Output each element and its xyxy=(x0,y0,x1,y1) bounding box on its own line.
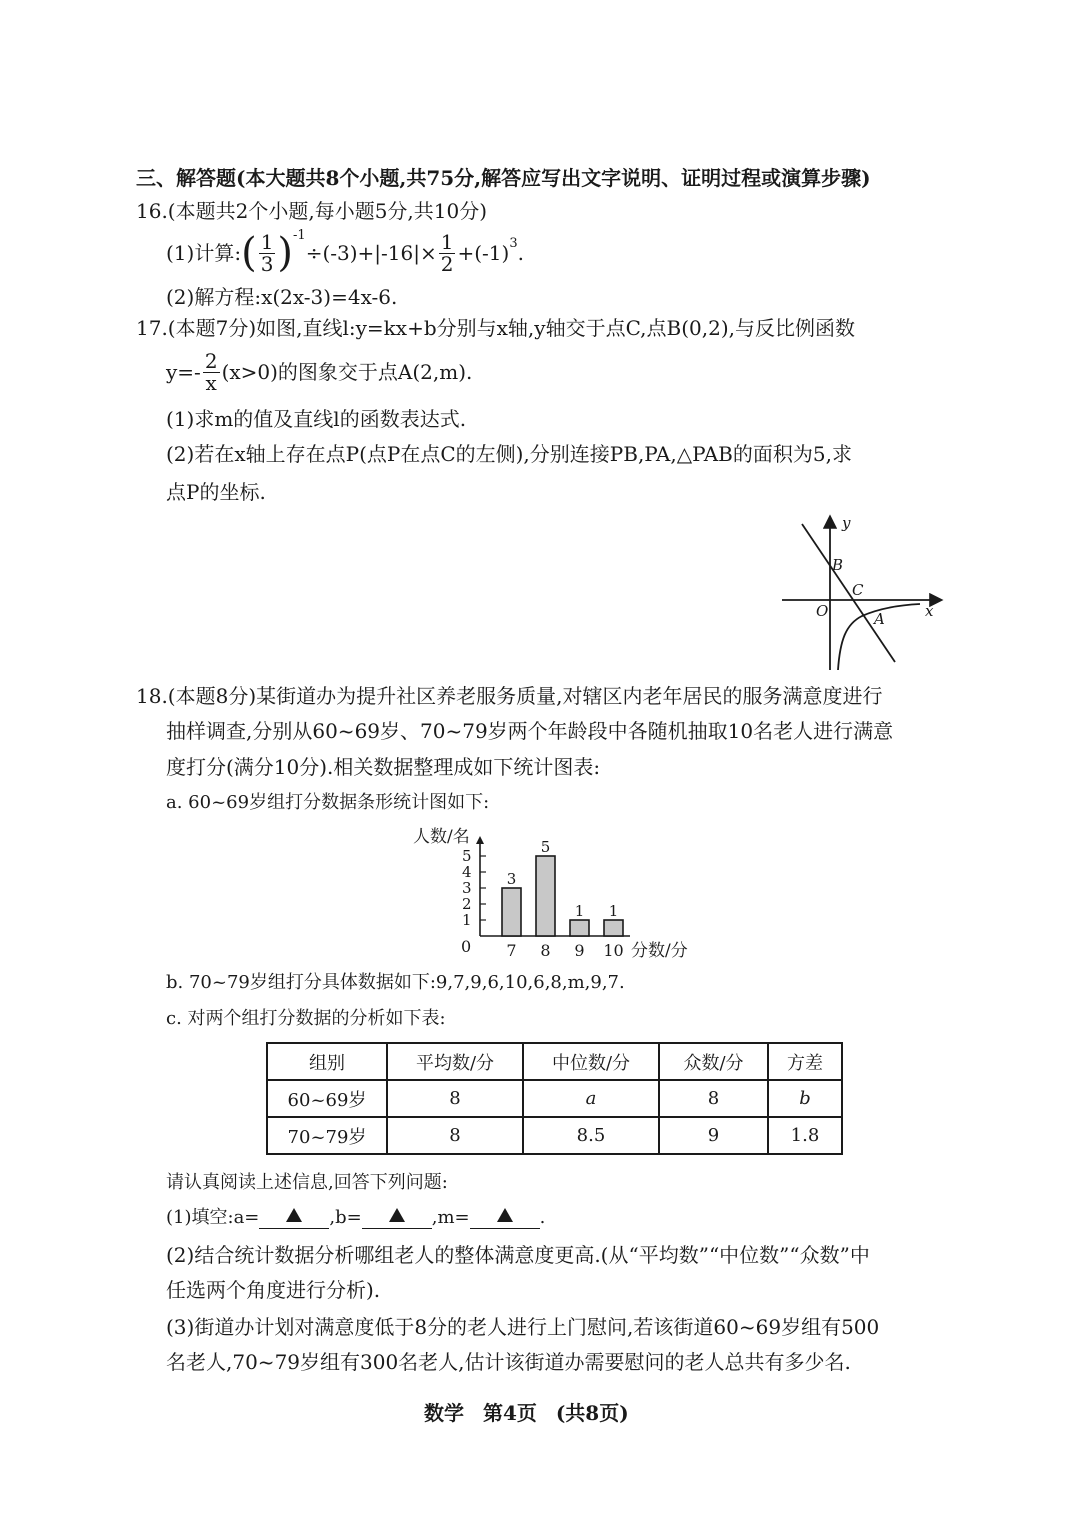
chart-y-tick-label: 3 xyxy=(462,879,472,897)
q17-part2-line2: 点P的坐标. xyxy=(166,480,266,504)
triangle-icon xyxy=(286,1208,302,1222)
left-paren: ( xyxy=(241,230,257,276)
chart-category-label: 8 xyxy=(540,941,551,960)
chart-origin-label: 0 xyxy=(461,937,472,956)
chart-y-tick-label: 4 xyxy=(462,863,472,881)
chart-data-label: 3 xyxy=(506,870,517,888)
q18-part1 xyxy=(166,1206,545,1229)
chart-bar xyxy=(536,856,555,936)
q18-part2-line2: 任选两个角度进行分析). xyxy=(166,1278,381,1302)
frac2-den: 2 xyxy=(440,251,454,276)
q17-line2 xyxy=(166,346,472,398)
q16-header: 16.(本题共2个小题,每小题5分,共10分) xyxy=(136,199,488,223)
chart-category-label: 9 xyxy=(574,941,585,960)
table-cell: 8 xyxy=(659,1080,768,1117)
q18-line1: 18.(本题8分)某街道办为提升社区养老服务质量,对辖区内老年居民的服务满意度进行 xyxy=(136,684,883,708)
q18-p1-a-label: a= xyxy=(233,1207,260,1228)
q18-a-label: a. 60~69岁组打分数据条形统计图如下: xyxy=(166,792,490,813)
blank-b xyxy=(362,1206,432,1229)
table-cell: 70~79岁 xyxy=(267,1117,387,1154)
chart-y-arrow xyxy=(476,836,484,844)
stats-table xyxy=(266,1042,843,1155)
blank-a xyxy=(259,1206,329,1229)
q18-read-prompt: 请认真阅读上述信息,回答下列问题: xyxy=(166,1172,448,1193)
graph-label-o: O xyxy=(816,602,829,620)
table-cell: 8 xyxy=(387,1117,523,1154)
graph-label-y: y xyxy=(842,514,851,532)
q16-part2: (2)解方程:x(2x-3)=4x-6. xyxy=(166,285,398,309)
frac-den: 3 xyxy=(260,251,274,276)
chart-data-label: 1 xyxy=(608,902,619,920)
q16-part1 xyxy=(166,224,524,282)
table-cell: 1.8 xyxy=(768,1117,842,1154)
q16-p1-tail: +(-1) xyxy=(457,241,510,265)
q18-line2: 抽样调查,分别从60~69岁、70~79岁两个年龄段中各随机抽取10名老人进行满意 xyxy=(166,719,894,743)
table-header-row xyxy=(267,1043,842,1080)
q16-p1-prefix: (1)计算: xyxy=(166,241,242,265)
chart-category-label: 7 xyxy=(506,941,517,960)
chart-bar xyxy=(570,920,589,936)
q18-part3-line1: (3)街道办计划对满意度低于8分的老人进行上门慰问,若该街道60~69岁组有500 xyxy=(166,1315,880,1339)
chart-y-axis-label: 人数/名 xyxy=(413,827,470,847)
q18-p1-b-label: ,b= xyxy=(329,1207,362,1228)
table-row xyxy=(267,1117,842,1154)
q18-b-label: b. 70~79岁组打分具体数据如下:9,7,9,6,10,6,8,m,9,7. xyxy=(166,972,625,993)
q18-p1-prefix: (1)填空: xyxy=(166,1207,234,1228)
q16-exponent: -1 xyxy=(293,228,306,243)
triangle-icon xyxy=(497,1208,513,1222)
fraction-two-over-x xyxy=(203,348,220,395)
fraction-one-half xyxy=(439,229,456,276)
fraction-one-third xyxy=(259,229,276,276)
q17-graph xyxy=(780,512,945,674)
line-l xyxy=(802,524,895,662)
q18-part2-line1: (2)结合统计数据分析哪组老人的整体满意度更高.(从“平均数”“中位数”“众数”中 xyxy=(166,1243,870,1267)
frac2-num: 1 xyxy=(440,229,454,254)
page-footer: 数学 第4页 (共8页) xyxy=(424,1401,629,1425)
table-cell: b xyxy=(768,1080,842,1117)
q16-tail-exponent: 3 xyxy=(509,236,518,251)
table-header-cell: 方差 xyxy=(768,1043,842,1080)
graph-label-x: x xyxy=(925,602,934,620)
table-header-cell: 众数/分 xyxy=(659,1043,768,1080)
frac-num: 1 xyxy=(260,229,274,254)
q18-p1-end: . xyxy=(539,1207,546,1228)
table-cell: 8.5 xyxy=(523,1117,659,1154)
table-header-cell: 平均数/分 xyxy=(387,1043,523,1080)
table-cell: 60~69岁 xyxy=(267,1080,387,1117)
q17-part2-line1: (2)若在x轴上存在点P(点P在点C的左侧),分别连接PB,PA,△PAB的面积为5,求 xyxy=(166,442,852,466)
q18-c-label: c. 对两个组打分数据的分析如下表: xyxy=(166,1008,446,1029)
chart-data-label: 5 xyxy=(540,838,551,856)
chart-y-tick-label: 1 xyxy=(462,911,472,929)
q17-line2-suffix: (x>0)的图象交于点A(2,m). xyxy=(221,360,473,384)
chart-x-axis-label: 分数/分 xyxy=(631,941,688,961)
q17-part1: (1)求m的值及直线l的函数表达式. xyxy=(166,407,467,431)
blank-m xyxy=(470,1206,540,1229)
chart-data-label: 1 xyxy=(574,902,585,920)
table-cell: 8 xyxy=(387,1080,523,1117)
right-paren: ) xyxy=(277,230,294,276)
frac3-den: x xyxy=(205,370,217,395)
graph-label-c: C xyxy=(852,581,864,599)
q16-p1-mid: ÷(-3)+|-16|× xyxy=(305,241,437,265)
q17-line1: 17.(本题7分)如图,直线l:y=kx+b分别与x轴,y轴交于点C,点B(0,2),与反比例函数 xyxy=(136,316,855,340)
q18-line3: 度打分(满分10分).相关数据整理成如下统计图表: xyxy=(166,755,601,779)
graph-label-a: A xyxy=(874,610,885,628)
graph-label-b: B xyxy=(832,556,844,574)
chart-category-label: 10 xyxy=(603,941,624,960)
table-header-cell: 组别 xyxy=(267,1043,387,1080)
q16-p1-end: . xyxy=(517,241,524,265)
section-title: 三、解答题(本大题共8个小题,共75分,解答应写出文字说明、证明过程或演算步骤) xyxy=(136,166,871,190)
table-row xyxy=(267,1080,842,1117)
table-header-cell: 中位数/分 xyxy=(523,1043,659,1080)
chart-y-tick-label: 5 xyxy=(462,847,472,865)
bar-chart xyxy=(405,822,705,962)
frac3-num: 2 xyxy=(204,348,218,373)
table-cell: a xyxy=(523,1080,659,1117)
triangle-icon xyxy=(389,1208,405,1222)
q18-p1-m-label: ,m= xyxy=(431,1207,470,1228)
table-cell: 9 xyxy=(659,1117,768,1154)
chart-bar xyxy=(604,920,623,936)
q18-part3-line2: 名老人,70~79岁组有300名老人,估计该街道办需要慰问的老人总共有多少名. xyxy=(166,1350,851,1374)
q17-line2-prefix: y=- xyxy=(166,360,201,384)
chart-y-tick-label: 2 xyxy=(462,895,472,913)
chart-bar xyxy=(502,888,521,936)
